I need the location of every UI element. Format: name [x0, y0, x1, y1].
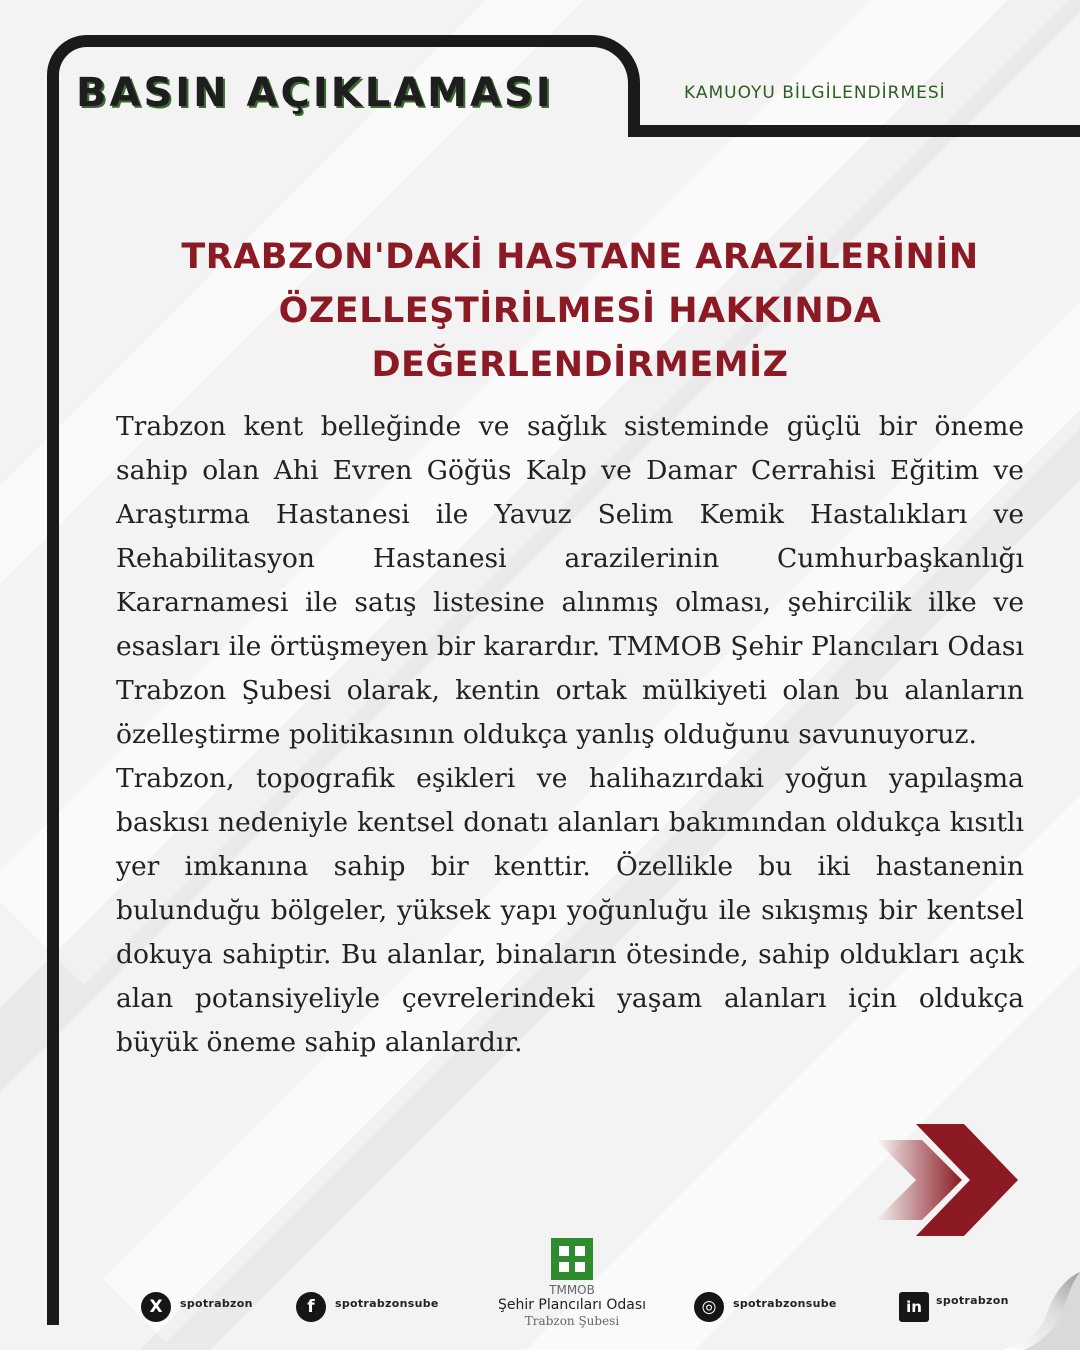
social-facebook[interactable] — [296, 1292, 439, 1322]
headline-line: TRABZON'DAKİ HASTANE ARAZİLERİNİN — [181, 237, 979, 277]
logo-name: Şehir Plancıları Odası — [497, 1297, 647, 1313]
frame-top — [80, 35, 580, 47]
social-instagram[interactable] — [694, 1292, 837, 1322]
social-linkedin[interactable] — [899, 1292, 1009, 1322]
facebook-icon: f — [296, 1292, 326, 1322]
frame-right — [636, 125, 1080, 137]
frame-curve — [560, 35, 640, 137]
tmmob-logo — [497, 1238, 647, 1329]
instagram-icon: ◎ — [694, 1292, 724, 1322]
headline — [100, 230, 1060, 392]
social-handle: spotrabzon — [180, 1296, 253, 1310]
headline-line: ÖZELLEŞTİRİLMESİ HAKKINDA — [278, 291, 882, 331]
page-curl-decoration — [1002, 1272, 1080, 1350]
page-title: BASIN AÇIKLAMASI — [76, 70, 554, 116]
paragraph: Trabzon, topografik eşikleri ve halihazırdaki yoğun yapılaşma baskısı nedeniyle kentsel donatı alanları bakımından oldukça kısıtlı yer imkanına sahip bir kenttir. Özellikle bu iki hastanenin bulunduğu bölgeler, yüksek yapı yoğunluğu ile sıkışmış bir kentsel dokuya sahiptir. Bu alanlar, binaların ötesinde, sahip oldukları açık alan potansiyeliyle çevrelerindeki yaşam alanları için oldukça büyük öneme sahip alanlardır. — [116, 763, 1024, 1058]
social-handle: spotrabzon — [936, 1293, 1009, 1307]
social-handle: spotrabzonsube — [335, 1296, 439, 1310]
social-handle: spotrabzonsube — [733, 1296, 837, 1310]
logo-mark-icon — [551, 1238, 593, 1280]
headline-line: DEĞERLENDİRMEMİZ — [371, 345, 789, 385]
logo-org: TMMOB — [549, 1283, 595, 1297]
statement-body — [116, 405, 1024, 1065]
logo-branch: Trabzon Şubesi — [524, 1314, 620, 1328]
x-icon: X — [141, 1292, 171, 1322]
linkedin-icon: in — [899, 1292, 929, 1322]
frame-left — [47, 80, 59, 1325]
page-subtitle: KAMUOYU BİLGİLENDİRMESİ — [684, 83, 946, 103]
next-chevrons-icon — [876, 1122, 1026, 1238]
paragraph: Trabzon kent belleğinde ve sağlık sisteminde güçlü bir öneme sahip olan Ahi Evren Göğüs Kalp ve Damar Cerrahisi Eğitim ve Araştırma Hastanesi ile Yavuz Selim Kemik Hastalıkları ve Rehabilitasyon Hastanesi arazilerinin Cumhurbaşkanlığı Kararnamesi ile satış listesine alınmış olması, şehircilik ilke ve esasları ile örtüşmeyen bir karardır. TMMOB Şehir Plancıları Odası Trabzon Şubesi olarak, kentin ortak mülkiyeti olan bu alanların özelleştirme politikasının oldukça yanlış olduğunu savunuyoruz. — [116, 411, 1024, 750]
social-x[interactable] — [141, 1292, 253, 1322]
